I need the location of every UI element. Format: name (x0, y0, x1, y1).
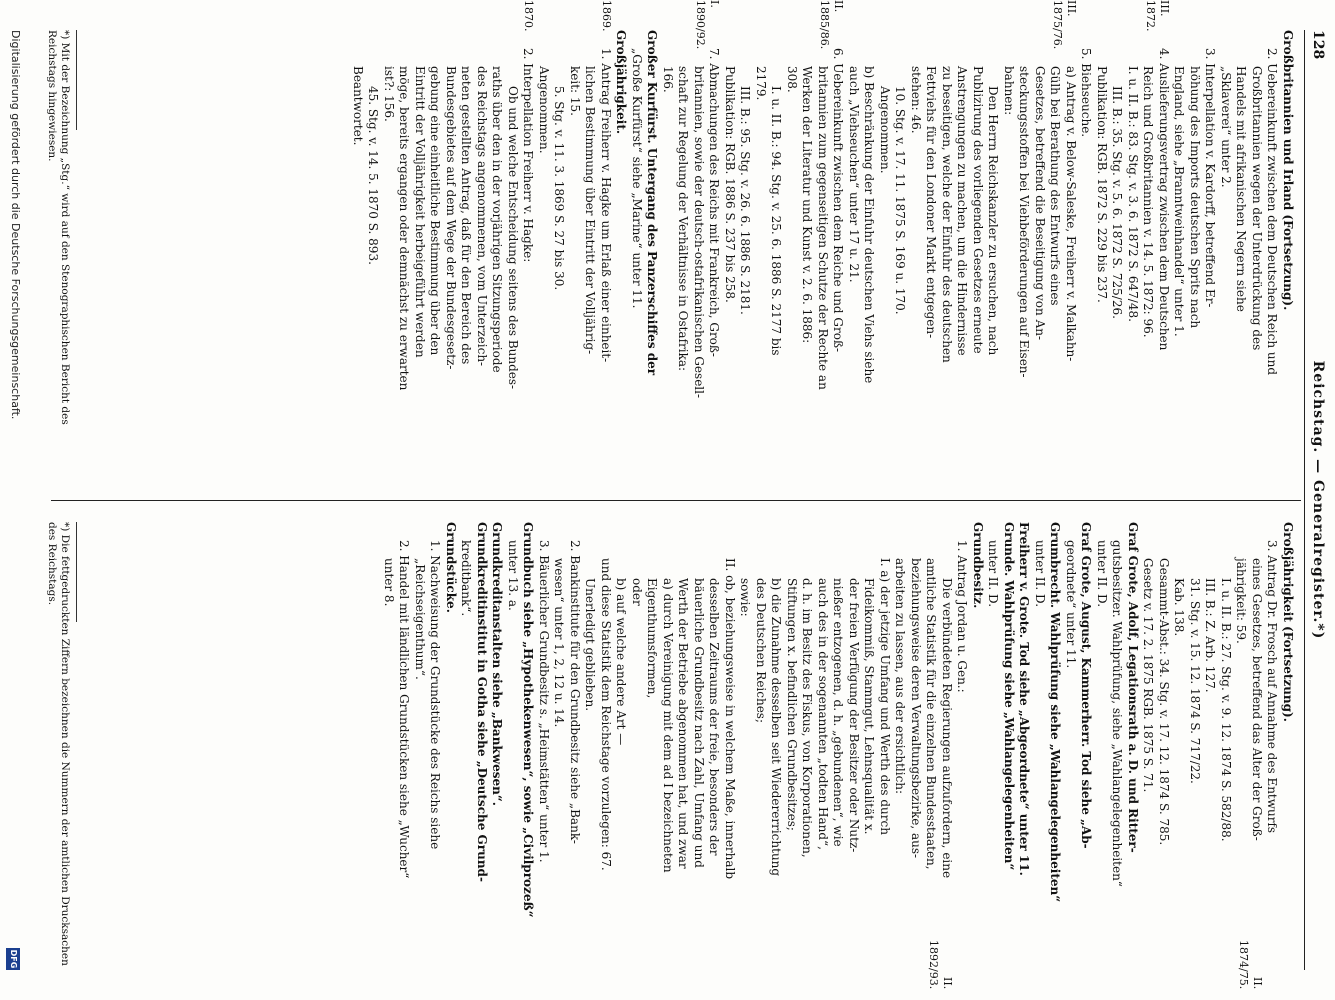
entry-line: 4. Auslieferungsvertrag zwischen dem Deutschen (1157, 48, 1171, 351)
digitization-credit: Digitalisierung gefördert durch die Deutsche Forschungsgemeinschaft. (9, 30, 23, 420)
entry-line: auch „Viehseuchen“ unter 17 u. 21. (847, 66, 861, 283)
entry-line: ist?: 156. (382, 66, 396, 122)
entry-line: a) Antrag v. Below-Saleske, Freiherr v. Malkahn- (1064, 66, 1078, 362)
entry-line: der freien Verfügung der Besitzer oder Nutz- (847, 578, 861, 853)
entry-line: Gesammt-Abst.: 34. Stg. v. 17. 12. 1874 S. 785. (1157, 558, 1171, 846)
footnote-rule-left (76, 30, 77, 130)
entry-line: Fettviehs für den Londoner Markt entgegen- (924, 66, 939, 339)
entry-line: Publizirung des vorliegenden Gesetzes erneute (971, 66, 985, 354)
entry-line: b) auf welche andere Art — (614, 578, 629, 746)
entry-line: 5. Biehseuche. (1079, 48, 1094, 138)
entry-line: geordnete“ unter 11. (1064, 540, 1078, 669)
entry-line: Beantwortet. (351, 66, 365, 146)
entry-heading: Großjährigkeit (Fortsetzung). (1281, 522, 1295, 722)
entry-line: unter II. D. (1033, 540, 1047, 608)
entry-line: arbeiten zu lassen, aus der ersichtlich: (893, 558, 908, 795)
entry-line: I. u. II. B.: 83. Stg. v. 3. 6. 1872 S. 647/48. (1126, 66, 1140, 322)
entry-line: stehen: 46. (909, 66, 923, 134)
entry-line: Die verbündeten Regierungen aufzufordern, eine (940, 578, 954, 879)
entry-line: 31. Stg. v. 15. 12. 1874 S. 717/22. (1188, 578, 1202, 784)
entry-line: Den Herrn Reichskanzler zu ersuchen, nach (986, 86, 1001, 356)
entry-line: Angenommen. (537, 66, 551, 154)
entry-heading: Grumbrecht. Wahlprüfung siehe „Wahlangelegenheiten“ (1048, 522, 1063, 903)
entry-line: gutsbesitzer. Wahlprüfung, siehe „Wahlangelegenheiten“ (1110, 540, 1125, 887)
session-margin-note: III. 1872. (1144, 0, 1171, 32)
entry-line: I. a) der jetzige Umfang und Werth des durch (878, 558, 892, 835)
entry-line: steckungsstoffen bei Viehbeförderungen auf Eisen- (1017, 66, 1032, 378)
entry-heading: Grunde. Wahlprüfung siehe „Wahlangelegenheiten“ (1002, 522, 1016, 871)
entry-line: 45. Stg. v. 14. 5. 1870 S. 893. (366, 86, 381, 265)
entry-line: I. u. II. B.: 94. Stg. v. 25. 6. 1886 S. 2177 bis (769, 86, 784, 356)
entry-heading: Graf Grote, Adolf, Legationsrath a. D. und Ritter- (1126, 522, 1140, 853)
entry-line: Fideikommiß, Stammgut, Lehnsqualität x. (862, 578, 877, 835)
entry-line: amtliche Statistik für die einzelnen Bundesstaaten, (924, 558, 939, 870)
entry-line: sowie: (738, 578, 753, 617)
entry-line: und diese Statistik dem Reichstage vorzulegen: 67. (599, 558, 613, 871)
entry-line: III. B.: Z. Arb. 127. (1203, 578, 1218, 693)
entry-line: 1. Antrag Jordan u. Gen.: (955, 540, 970, 693)
entry-line: b) die Zunahme desselben seit Wiedererrichtung (769, 578, 784, 877)
entry-heading: Grundkreditanstalten siehe „Bankwesen“. (490, 522, 505, 806)
entry-line: zu beseitigen, welche der Einfuhr des deutschen (940, 66, 954, 363)
footnote-right: *) Die fettgedruckten Ziffern bezeichnen die Nummern der amtlichen Drucksachen des Reichstags. (46, 522, 71, 966)
entry-line: 2. Interpellation Freiherr v. Hagke: (521, 48, 536, 263)
left-column (95, 30, 1295, 478)
entry-line: Bundesgebietes auf dem Wege der Bundesgesetz- (444, 66, 458, 370)
entry-line: 1. Nachweisung der Grundstücke des Reichs siehe (428, 540, 443, 850)
entry-line: 10. Stg. v. 17. 11. 1875 S. 169 u. 170. (893, 86, 908, 315)
entry-line: beziehungsweise deren Verwaltungsbezirke, aus- (909, 558, 923, 859)
entry-line: des Reichstags angenommenen, vom Unterzeich- (475, 66, 489, 367)
entry-line: Werth der Betriebe abgenommen hat, und zwar (676, 578, 691, 869)
session-margin-note: I. 1890/92. (694, 0, 722, 50)
entry-line: „Sklaverei“ unter 2. (1219, 66, 1233, 188)
entry-line: bahnen: (1002, 66, 1016, 116)
page-title: Reichstag. — Generalregister.*) (1310, 360, 1326, 640)
entry-line: nießer entzogenen, d. h. „gebundenen“, wie (831, 578, 846, 847)
entry-line: Großbritannien wegen der Unterdrückung des (1250, 66, 1264, 351)
entry-line: III. B.: 35. Stg. v. 5. 6. 1872 S. 725/26. (1110, 86, 1125, 319)
entry-heading: Großer Kurfürst. Untergang des Panzerschiffes der (645, 30, 660, 376)
entry-line: jährigkeit: 59. (1234, 558, 1249, 644)
entry-line: unter II. D. (986, 540, 1001, 608)
session-margin-note: 1869. (600, 0, 613, 32)
entry-line: „Reichseigenthum“. (413, 558, 427, 680)
entry-line: unter II. D. (1095, 540, 1109, 608)
entry-line: Angenommen. (878, 86, 892, 174)
entry-line: 2. Handel mit ländlichen Grundstücken siehe „Wucher“ (397, 540, 412, 879)
entry-line: Publikation: RGB. 1872 S. 229 bis 237. (1095, 66, 1109, 303)
entry-heading: Großbritannien und Irland (Fortsetzung). (1281, 30, 1295, 311)
entry-line: 3. Antrag Dr. Frosch auf Annahme des Entwurfs (1265, 540, 1280, 834)
entry-line: Unerledigt geblieben. (583, 578, 598, 712)
column-divider (51, 500, 1301, 501)
page-header (1304, 30, 1327, 970)
entry-line: 3. Bäuerlicher Grundbesitz s. „Heimstätten“ unter 1. (537, 540, 551, 863)
dfg-logo: DFG (6, 948, 20, 970)
entry-heading: Großjährigkeit. (614, 30, 629, 135)
entry-line: Kab. 138. (1172, 578, 1187, 637)
entry-line: unter 13. a. (506, 540, 520, 611)
entry-line: b) Beschränkung der Einfuhr deutschen Viehs siehe (862, 66, 877, 384)
entry-line: Stiftungen x. befindlichen Grundbesitzes; (785, 578, 799, 831)
entry-line: raths über den in der vorjährigen Sitzungsperiode (490, 66, 505, 373)
entry-heading: Grundkreditinstitut in Gotha siehe „Deutsche Grund- (475, 522, 489, 882)
entry-line: 6. Uebereinkunft zwischen dem Reiche und Groß- (831, 48, 846, 353)
entry-line: des Deutschen Reiches; (754, 578, 768, 724)
entry-line: möge, bereits ergangen oder demnächst zu erwarten (397, 66, 412, 391)
entry-heading: Grundbuch siehe „Hypothekenwesen“, sowie „Civilprozeß“ (521, 522, 536, 918)
entry-line: gebung eine einheitliche Bestimmung über den (428, 66, 443, 356)
entry-heading: Freiherr v. Grote. Tod siehe „Abgeordnete“ unter 11. (1017, 522, 1032, 876)
footnote-rule-right (76, 522, 77, 622)
entry-line: Reich und Großbritannien v. 14. 5. 1872: 96. (1141, 66, 1156, 338)
entry-line: England, siehe „Branntweinhandel“ unter 1. (1172, 66, 1187, 337)
session-margin-note: II. 1874/75. (1237, 940, 1264, 990)
session-margin-note: II. 1892/93. (927, 940, 954, 990)
entry-line: auch des in der sogenannten „todten Hand“, (816, 578, 830, 850)
entry-line: II. ob, beziehungsweise in welchem Maße, innerhalb (723, 558, 737, 880)
entry-line: keit: 15. (568, 66, 582, 116)
entry-line: höhung des Imports deutschen Sprits nach (1188, 66, 1202, 329)
session-margin-note: 1870. (522, 0, 536, 32)
entry-line: wesen“ unter 1, 2, 12 u. 14. (552, 558, 567, 728)
entry-line: Gesetz v. 17. 2. 1875 RGB. 1875 S. 71. (1141, 558, 1156, 793)
entry-line: oder (630, 578, 644, 606)
right-column (95, 522, 1295, 970)
entry-line: 2. Uebereinkunft zwischen dem Deutschen Reich und (1265, 48, 1280, 376)
entry-line: schaft zur Regelung der Verhältnisse in Ostafrika: (676, 66, 691, 372)
entry-line: 166. (661, 66, 675, 93)
footnote-left: *) Mit der Bezeichnung „Stg.“ wird auf den Stenographischen Bericht des Reichstags hingewiesen. (46, 30, 71, 425)
entry-line: unter 8. (382, 558, 396, 607)
entry-line: 308. (785, 66, 799, 93)
entry-heading: Grundbesitz. (971, 522, 985, 609)
entry-line: 3. Interpellation v. Kardorff, betreffend Er- (1203, 48, 1218, 308)
entry-line: bäuerliche Grundbesitz nach Zahl, Umfang und (692, 578, 706, 868)
entry-line: Gülh bei Berathung des Entwurfs eines (1048, 66, 1063, 306)
entry-line: a) durch Vereinigung mit dem ad I bezeichneten (661, 578, 675, 873)
entry-line: desselben Zeitraums der freie, besonders der (707, 578, 722, 856)
entry-heading: Grundstücke. (444, 522, 458, 613)
entry-line: britannien, sowie der deutsch-ostafrikanischen Gesell- (692, 66, 706, 399)
entry-line: Ob und welche Entscheidung seitens des Bundes- (506, 86, 520, 390)
entry-line: Anstrengungen zu machen, um die Hindernisse (955, 66, 970, 356)
entry-line: Werken der Literatur und Kunst v. 2. 6. 1886: (800, 66, 815, 344)
entry-heading: Graf Grote, August, Kammerherr. Tod siehe „Ab- (1079, 522, 1094, 849)
page-number: 128 (1310, 30, 1326, 60)
entry-line: 5. Stg. v. 11. 3. 1869 S. 27 bis 30. (552, 86, 567, 291)
entry-line: 1. Antrag Freiherr v. Hagke um Erlaß einer einheit- (599, 48, 613, 363)
entry-line: lichen Bestimmung über Eintritt der Volljährig- (583, 66, 598, 355)
entry-line: Handels mit afrikanischen Negern siehe (1234, 66, 1249, 312)
entry-line: Eintritt der Volljährigkeit herbeigeführt werden (413, 66, 427, 358)
entry-line: III. B.: 95. Stg. v. 26. 6. 1886 S. 2181. (738, 86, 753, 315)
entry-line: neten gestellten Antrag, daß für den Bereich des (459, 66, 474, 365)
session-margin-note: II. 1885/86. (818, 0, 846, 50)
entry-line: Eigenthumsformen, (645, 578, 660, 699)
entry-line: „Große Kurfürst“ siehe „Marine“ unter 11. (630, 48, 644, 309)
entry-line: britannien zum gegenseitigen Schutze der Rechte an (816, 66, 830, 390)
session-margin-note: III. 1875/76. (1051, 0, 1078, 50)
entry-line: 2. Bankinstitute für den Grundbesitz siehe „Bank- (568, 540, 582, 844)
entry-line: d. h. im Besitz des Fiskus, von Korporationen, (800, 578, 815, 858)
entry-line: I. u. II. B.: 27. Stg. v. 9. 12. 1874 S. 582/88. (1219, 578, 1233, 842)
entry-line: Publikation: RGB. 1886 S. 237 bis 258. (723, 66, 737, 303)
entry-line: kreditbank“. (459, 540, 474, 617)
entry-line: 7. Abmachungen des Reichs mit Frankreich, Groß- (707, 48, 722, 357)
entry-line: Gesetzes, betreffend die Beseitigung von An- (1033, 66, 1047, 341)
entry-line: 2179. (754, 66, 768, 101)
entry-line: eines Gesetzes, betreffend das Alter der Groß- (1250, 558, 1264, 841)
